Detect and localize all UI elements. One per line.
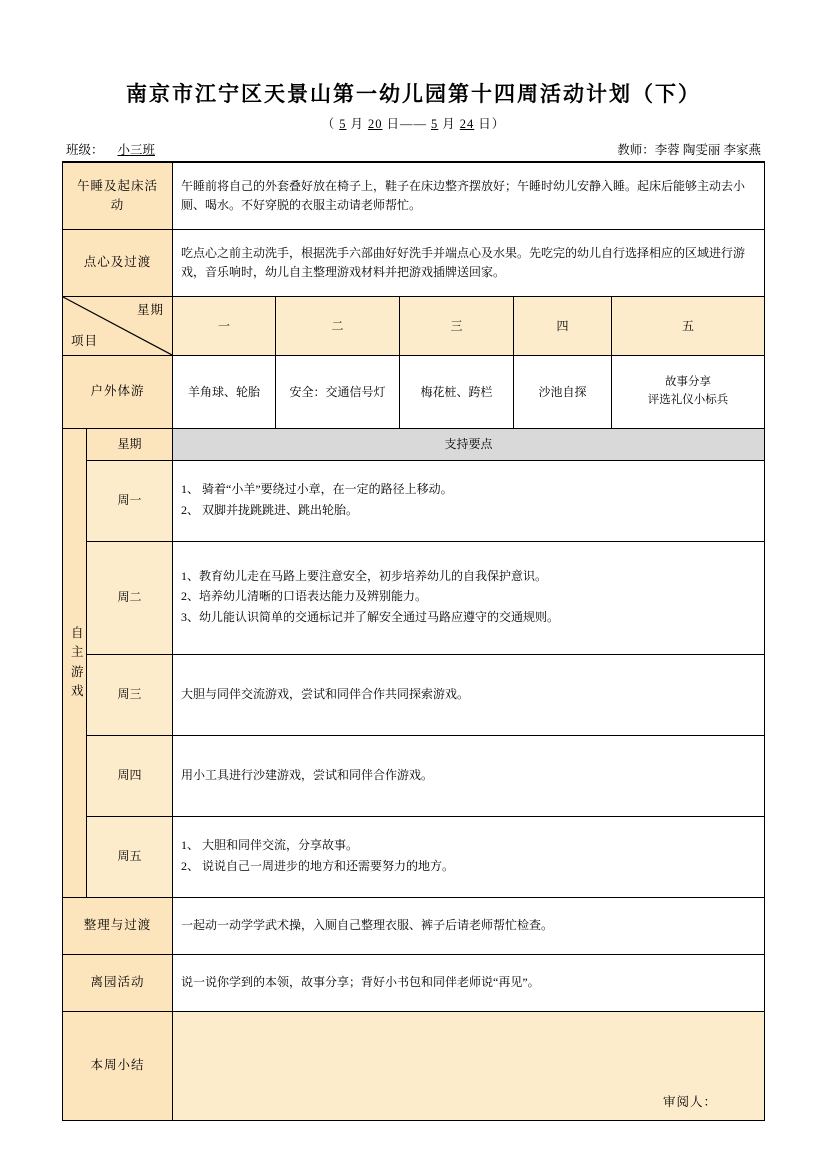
free-play-content-4: 用小工具进行沙建游戏，尝试和同伴合作游戏。 bbox=[173, 735, 765, 816]
page-title: 南京市江宁区天景山第一幼儿园第十四周活动计划（下） bbox=[126, 82, 701, 106]
list-item: 2、 说说自己一周进步的地方和还需要努力的地方。 bbox=[181, 858, 455, 873]
table-row-outdoor bbox=[63, 356, 765, 429]
reviewer-label: 审阅人： bbox=[662, 1095, 717, 1109]
free-play-label-char-3: 游 bbox=[71, 664, 86, 679]
date-day-unit-1: 日 bbox=[386, 117, 400, 131]
date-dash: —— bbox=[400, 117, 427, 131]
free-play-label-char-4: 戏 bbox=[71, 684, 86, 699]
free-play-day-1: 周一 bbox=[87, 460, 173, 541]
outdoor-cell-2: 安全：交通信号灯 bbox=[276, 356, 400, 429]
free-play-label bbox=[63, 429, 87, 898]
table-row-snack bbox=[63, 230, 765, 297]
class-label: 班级： bbox=[66, 143, 104, 157]
leave-label: 离园活动 bbox=[63, 954, 173, 1011]
table-row-freeplay-mon bbox=[63, 460, 765, 541]
tidy-label: 整理与过渡 bbox=[63, 897, 173, 954]
free-play-day-3: 周三 bbox=[87, 654, 173, 735]
teacher-field bbox=[617, 140, 761, 158]
class-field bbox=[66, 140, 169, 158]
free-play-points-header: 支持要点 bbox=[173, 429, 765, 461]
outdoor-cell-4: 沙池自探 bbox=[514, 356, 612, 429]
outdoor-cell-3: 梅花桩、跨栏 bbox=[400, 356, 514, 429]
weekday-header-label: 星期 bbox=[137, 303, 165, 317]
free-play-list-2 bbox=[181, 567, 756, 627]
free-play-day-header: 星期 bbox=[87, 429, 173, 461]
date-day-1: 20 bbox=[367, 117, 383, 131]
outdoor-cell-5 bbox=[612, 356, 765, 429]
table-row-leave bbox=[63, 954, 765, 1011]
weekday-project-header bbox=[63, 297, 173, 356]
date-month-unit-2: 月 bbox=[442, 117, 456, 131]
class-value: 小三班 bbox=[117, 143, 156, 157]
teacher-value: 李蓉 陶雯丽 李家燕 bbox=[654, 143, 761, 157]
free-play-label-char-2: 主 bbox=[71, 645, 86, 660]
tidy-content: 一起动一动学学武术操，入厕自己整理衣服、裤子后请老师帮忙检查。 bbox=[173, 897, 765, 954]
free-play-day-2: 周二 bbox=[87, 541, 173, 654]
list-item: 1、 骑着“小羊”要绕过小章，在一定的路径上移动。 bbox=[181, 482, 453, 496]
weekday-col-1: 一 bbox=[173, 297, 276, 356]
weekday-col-4: 四 bbox=[514, 297, 612, 356]
free-play-content-5 bbox=[173, 816, 765, 897]
date-month-2: 5 bbox=[431, 117, 439, 131]
free-play-list-1 bbox=[181, 480, 756, 519]
project-header-label: 项目 bbox=[71, 333, 99, 348]
table-row-tidy bbox=[63, 897, 765, 954]
list-item: 3、幼儿能认识简单的交通标记并了解安全通过马路应遵守的交通规则。 bbox=[181, 609, 560, 624]
nap-label: 午睡及起床活动 bbox=[63, 163, 173, 230]
date-range bbox=[62, 114, 765, 132]
weekday-col-5: 五 bbox=[612, 297, 765, 356]
free-play-day-4: 周四 bbox=[87, 735, 173, 816]
table-row-freeplay-fri bbox=[63, 816, 765, 897]
free-play-content-3: 大胆与同伴交流游戏，尝试和同伴合作共同探索游戏。 bbox=[173, 654, 765, 735]
free-play-content-1 bbox=[173, 460, 765, 541]
table-row-freeplay-wed bbox=[63, 654, 765, 735]
table-row-freeplay-thu bbox=[63, 735, 765, 816]
outdoor-cell-5-line-2: 评选礼仪小标兵 bbox=[647, 394, 729, 406]
outdoor-cell-1: 羊角球、轮胎 bbox=[173, 356, 276, 429]
snack-content: 吃点心之前主动洗手，根据洗手六部曲好好洗手并端点心及水果。先吃完的幼儿自行选择相应的区域进行游戏，音乐响时，幼儿自主整理游戏材料并把游戏插牌送回家。 bbox=[173, 230, 765, 297]
outdoor-label: 户外体游 bbox=[63, 356, 173, 429]
table-row-summary bbox=[63, 1011, 765, 1120]
meta-row bbox=[62, 140, 765, 162]
outdoor-cell-5-line-1: 故事分享 bbox=[665, 376, 712, 389]
date-month-1: 5 bbox=[339, 117, 347, 131]
list-item: 1、教育幼儿走在马路上要注意安全，初步培养幼儿的自我保护意识。 bbox=[181, 568, 548, 583]
plan-table bbox=[62, 162, 765, 1121]
table-row-freeplay-tue bbox=[63, 541, 765, 654]
free-play-content-2 bbox=[173, 541, 765, 654]
weekday-col-3: 三 bbox=[400, 297, 514, 356]
free-play-list-5 bbox=[181, 836, 756, 875]
date-suffix: 日） bbox=[478, 117, 506, 131]
nap-content: 午睡前将自己的外套叠好放在椅子上，鞋子在床边整齐摆放好；午睡时幼儿安静入睡。起床后能够主动去小厕、喝水。不好穿脱的衣服主动请老师帮忙。 bbox=[173, 163, 765, 230]
weekday-col-2: 二 bbox=[276, 297, 400, 356]
table-row-nap bbox=[63, 163, 765, 230]
table-row-freeplay-header bbox=[63, 429, 765, 461]
list-item: 2、培养幼儿清晰的口语表达能力及辨别能力。 bbox=[181, 589, 428, 604]
free-play-day-5: 周五 bbox=[87, 816, 173, 897]
list-item: 2、 双脚并拢跳跳进、跳出轮胎。 bbox=[181, 502, 359, 517]
table-row-weekday-header bbox=[63, 297, 765, 356]
date-day-2: 24 bbox=[459, 117, 475, 131]
date-month-unit-1: 月 bbox=[350, 117, 364, 131]
list-item: 1、 大胆和同伴交流，分享故事。 bbox=[181, 838, 359, 852]
snack-label: 点心及过渡 bbox=[63, 230, 173, 297]
date-paren-open: （ bbox=[321, 117, 336, 131]
teacher-label: 教师： bbox=[617, 143, 655, 157]
leave-content: 说一说你学到的本领，故事分享；背好小书包和同伴老师说“再见”。 bbox=[173, 954, 765, 1011]
free-play-label-char-1: 自 bbox=[71, 626, 86, 641]
summary-label: 本周小结 bbox=[63, 1011, 173, 1120]
